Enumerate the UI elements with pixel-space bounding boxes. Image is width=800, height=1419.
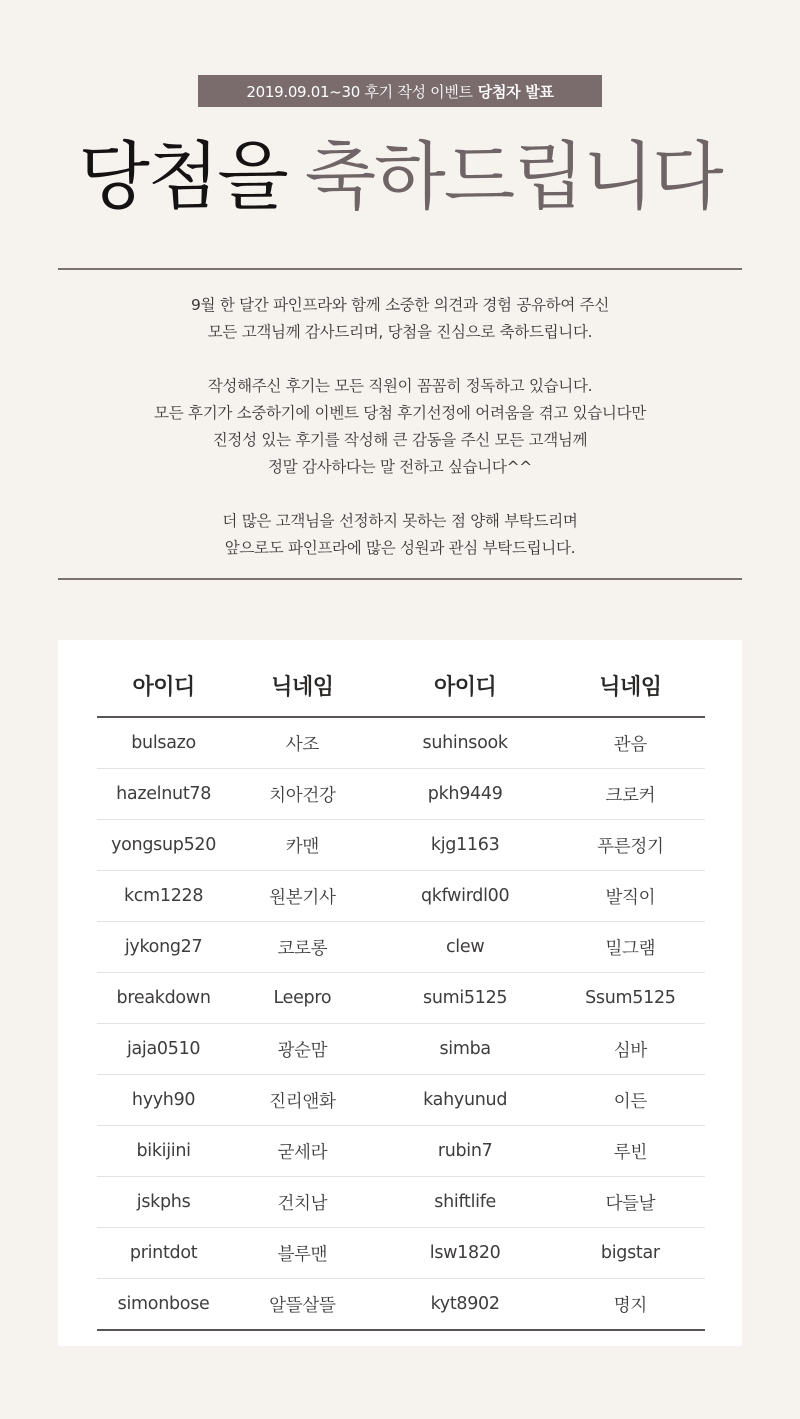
table-row (97, 1177, 705, 1228)
divider-bottom (58, 578, 742, 580)
winner-id-cell: sumi5125 (375, 973, 556, 1024)
winner-id-cell: bulsazo (97, 717, 230, 769)
winner-nickname-cell: 심바 (556, 1024, 705, 1075)
winner-id-cell: yongsup520 (97, 820, 230, 871)
divider-top (58, 268, 742, 270)
intro-line: 모든 고객님께 감사드리며, 당첨을 진심으로 축하드립니다. (207, 323, 593, 341)
intro-line: 작성해주신 후기는 모든 직원이 꼼꼼히 정독하고 있습니다. (207, 377, 593, 395)
header-id: 아이디 (375, 654, 556, 717)
table-row (97, 1126, 705, 1177)
winner-id-cell: bikijini (97, 1126, 230, 1177)
winner-nickname-cell: Leepro (230, 973, 374, 1024)
winner-nickname-cell: 건치남 (230, 1177, 374, 1228)
winner-id-cell: simonbose (97, 1279, 230, 1331)
winner-nickname-cell: 알뜰살뜰 (230, 1279, 374, 1331)
winner-id-cell: clew (375, 922, 556, 973)
banner-text: 2019.09.01~30 후기 작성 이벤트 (246, 82, 473, 101)
table-row (97, 1279, 705, 1331)
headline-part2: 축하드립니다 (304, 134, 722, 220)
winner-id-cell: kjg1163 (375, 820, 556, 871)
intro-paragraph-3 (0, 508, 800, 562)
winner-id-cell: hyyh90 (97, 1075, 230, 1126)
winners-table (97, 654, 705, 1331)
intro-message (0, 292, 800, 562)
winner-id-cell: lsw1820 (375, 1228, 556, 1279)
table-row (97, 1075, 705, 1126)
table-row (97, 717, 705, 769)
intro-line: 앞으로도 파인프라에 많은 성원과 관심 부탁드립니다. (224, 539, 576, 557)
winners-table-body (97, 717, 705, 1330)
winner-nickname-cell: 푸른정기 (556, 820, 705, 871)
winner-nickname-cell: 이든 (556, 1075, 705, 1126)
winner-nickname-cell: 관음 (556, 717, 705, 769)
banner-bold-text: 당첨자 발표 (477, 82, 554, 101)
winner-nickname-cell: 밀그램 (556, 922, 705, 973)
table-header-row (97, 654, 705, 717)
winner-nickname-cell: Ssum5125 (556, 973, 705, 1024)
winners-card (58, 640, 742, 1346)
winner-id-cell: pkh9449 (375, 769, 556, 820)
header-nickname: 닉네임 (230, 654, 374, 717)
winner-nickname-cell: 다들날 (556, 1177, 705, 1228)
table-row (97, 871, 705, 922)
winner-id-cell: jaja0510 (97, 1024, 230, 1075)
winner-nickname-cell: 원본기사 (230, 871, 374, 922)
table-row (97, 973, 705, 1024)
event-banner (198, 75, 602, 107)
winner-id-cell: kcm1228 (97, 871, 230, 922)
winner-nickname-cell: 블루맨 (230, 1228, 374, 1279)
winner-id-cell: hazelnut78 (97, 769, 230, 820)
headline-part1: 당첨을 (78, 134, 287, 220)
winner-id-cell: jykong27 (97, 922, 230, 973)
table-row (97, 769, 705, 820)
intro-line: 모든 후기가 소중하기에 이벤트 당첨 후기선정에 어려움을 겪고 있습니다만 (154, 404, 646, 422)
winner-nickname-cell: 광순맘 (230, 1024, 374, 1075)
winner-nickname-cell: 코로롱 (230, 922, 374, 973)
header-id: 아이디 (97, 654, 230, 717)
table-row (97, 820, 705, 871)
winner-nickname-cell: 치아건강 (230, 769, 374, 820)
winner-nickname-cell: 발직이 (556, 871, 705, 922)
winner-id-cell: kahyunud (375, 1075, 556, 1126)
intro-line: 더 많은 고객님을 선정하지 못하는 점 양해 부탁드리며 (222, 512, 578, 530)
winner-id-cell: shiftlife (375, 1177, 556, 1228)
table-row (97, 922, 705, 973)
intro-paragraph-2 (0, 373, 800, 481)
winner-nickname-cell: 사조 (230, 717, 374, 769)
winner-id-cell: jskphs (97, 1177, 230, 1228)
intro-line: 정말 감사하다는 말 전하고 싶습니다^^ (268, 458, 532, 476)
winner-nickname-cell: 진리앤화 (230, 1075, 374, 1126)
winner-nickname-cell: 크로커 (556, 769, 705, 820)
winner-nickname-cell: 카맨 (230, 820, 374, 871)
winner-nickname-cell: bigstar (556, 1228, 705, 1279)
winner-nickname-cell: 명지 (556, 1279, 705, 1331)
winner-nickname-cell: 굳세라 (230, 1126, 374, 1177)
table-row (97, 1024, 705, 1075)
winner-nickname-cell: 루빈 (556, 1126, 705, 1177)
winner-id-cell: kyt8902 (375, 1279, 556, 1331)
headline (0, 122, 800, 232)
winner-id-cell: printdot (97, 1228, 230, 1279)
header-nickname: 닉네임 (556, 654, 705, 717)
winner-id-cell: simba (375, 1024, 556, 1075)
intro-paragraph-1 (0, 292, 800, 346)
winner-id-cell: suhinsook (375, 717, 556, 769)
intro-line: 9월 한 달간 파인프라와 함께 소중한 의견과 경험 공유하여 주신 (190, 296, 610, 314)
table-row (97, 1228, 705, 1279)
winner-id-cell: breakdown (97, 973, 230, 1024)
winner-id-cell: qkfwirdl00 (375, 871, 556, 922)
winner-id-cell: rubin7 (375, 1126, 556, 1177)
intro-line: 진정성 있는 후기를 작성해 큰 감동을 주신 모든 고객님께 (212, 431, 588, 449)
